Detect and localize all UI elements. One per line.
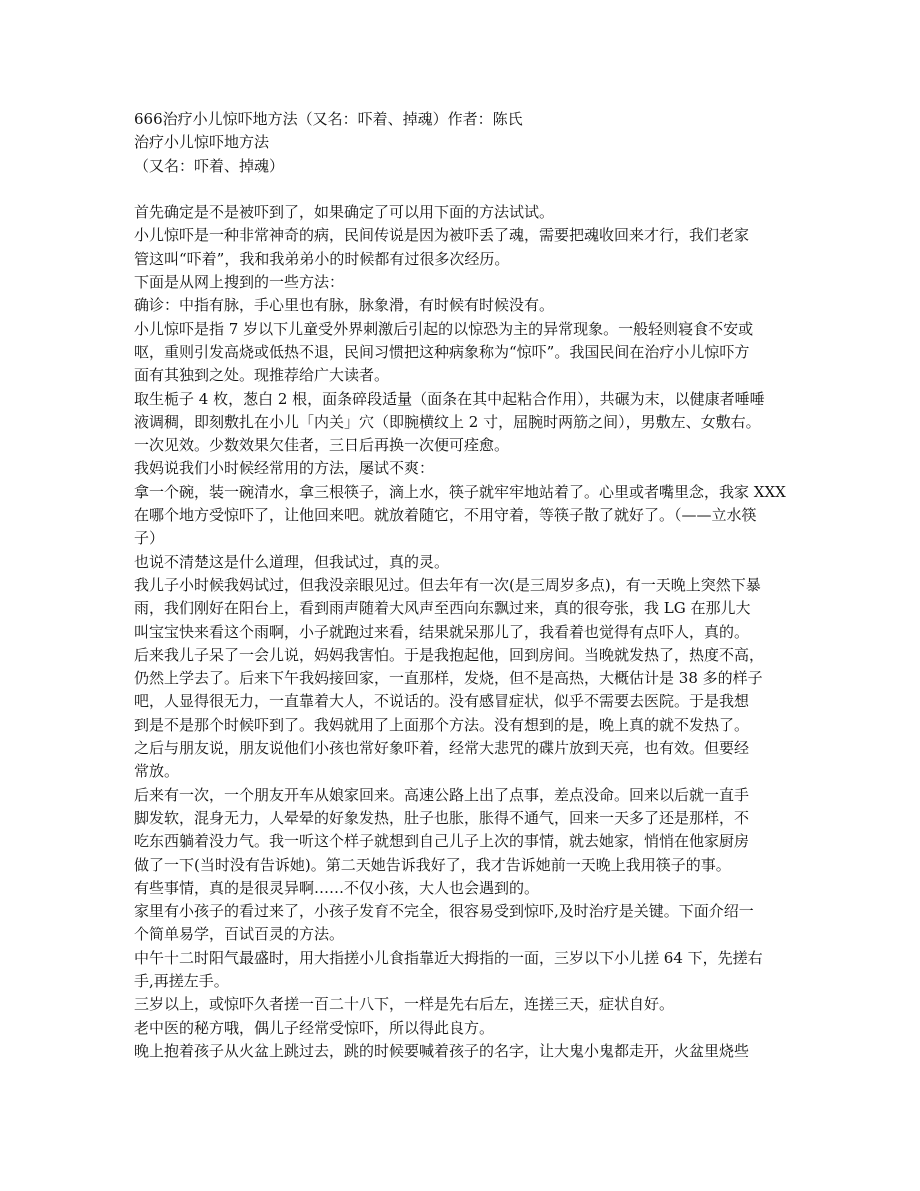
- text-line: 小儿惊吓是指 7 岁以下儿童受外界刺激后引起的以惊恐为主的异常现象。一般轻则寝食不安或: [134, 319, 754, 338]
- text-line: 管这叫“吓着”，我和我弟弟小的时候都有过很多次经历。: [134, 249, 510, 268]
- text-line: 液调稠，即刻敷扎在小儿「内关」穴（即腕横纹上 2 寸，屈腕时两筋之间），男敷左、女敷右。: [134, 412, 761, 431]
- text-line: 晚上抱着孩子从火盆上跳过去，跳的时候要喊着孩子的名字，让大鬼小鬼都走开，火盆里烧些: [134, 1041, 750, 1060]
- text-line: 手,再搓左手。: [134, 971, 229, 990]
- text-line: 吃东西躺着没力气。我一听这个样子就想到自己儿子上次的事情，就去她家，悄悄在他家厨房: [134, 832, 750, 851]
- text-line: 我儿子小时候我妈试过，但我没亲眼见过。但去年有一次(是三周岁多点)，有一天晚上突然下暴: [134, 575, 761, 594]
- text-line: 我妈说我们小时候经常用的方法，屡试不爽：: [134, 459, 435, 478]
- text-line: 小儿惊吓是一种非常神奇的病，民间传说是因为被吓丢了魂，需要把魂收回来才行，我们老家: [134, 226, 750, 245]
- text-line: 后来有一次，一个朋友开车从娘家回来。高速公路上出了点事，差点没命。回来以后就一直手: [134, 785, 750, 804]
- text-line: 仍然上学去了。后来下午我妈接回家，一直那样，发烧，但不是高热，大概估计是 38 多的样子: [134, 669, 763, 688]
- text-line: 呕，重则引发高烧或低热不退，民间习惯把这种病象称为“惊吓”。我国民间在治疗小儿惊吓方: [134, 342, 750, 361]
- document-subtitle: 治疗小儿惊吓地方法: [134, 133, 270, 152]
- text-line: 在哪个地方受惊吓了，让他回来吧。就放着随它，不用守着，等筷子散了就好了。（——立水筷: [134, 506, 757, 525]
- text-line: 子）: [134, 529, 165, 548]
- text-line: 也说不清楚这是什么道理，但我试过，真的灵。: [134, 552, 450, 571]
- document-alias: （又名：吓着、掉魂）: [134, 156, 285, 175]
- body-text: [134, 201, 794, 1063]
- text-line: 常放。: [134, 762, 180, 781]
- text-line: 拿一个碗，装一碗清水，拿三根筷子，滴上水，筷子就牢牢地站着了。心里或者嘴里念，我家 XXX: [134, 482, 786, 501]
- document-body: [134, 108, 794, 1063]
- text-line: 下面是从网上搜到的一些方法：: [134, 273, 345, 292]
- text-line: 家里有小孩子的看过来了，小孩子发育不完全，很容易受到惊吓,及时治疗是关键。下面介绍一: [134, 902, 754, 921]
- text-line: 个简单易学，百试百灵的方法。: [134, 925, 345, 944]
- text-line: 吧，人显得很无力，一直靠着大人，不说话的。没有感冒症状，似乎不需要去医院。于是我想: [134, 692, 750, 711]
- text-line: 三岁以上，或惊吓久者搓一百二十八下，一样是先右后左，连搓三天，症状自好。: [134, 995, 675, 1014]
- text-line: 确诊：中指有脉，手心里也有脉，脉象滑，有时候有时候没有。: [134, 296, 555, 315]
- text-line: 有些事情，真的是很灵异啊……不仅小孩，大人也会遇到的。: [134, 878, 540, 897]
- text-line: 面有其独到之处。现推荐给广大读者。: [134, 366, 390, 385]
- text-line: 首先确定是不是被吓到了，如果确定了可以用下面的方法试试。: [134, 203, 555, 222]
- blank-line: [134, 178, 794, 201]
- text-line: 老中医的秘方哦，偶儿子经常受惊吓，所以得此良方。: [134, 1018, 495, 1037]
- text-line: 叫宝宝快来看这个雨啊，小子就跑过来看，结果就呆那儿了，我看着也觉得有点吓人，真的。: [134, 622, 750, 641]
- text-line: 之后与朋友说，朋友说他们小孩也常好象吓着，经常大悲咒的碟片放到天亮，也有效。但要经: [134, 739, 750, 758]
- text-line: 做了一下(当时没有告诉她)。第二天她告诉我好了，我才告诉她前一天晚上我用筷子的事。: [134, 855, 731, 874]
- document-title: 666治疗小儿惊吓地方法（又名：吓着、掉魂）作者：陈氏: [134, 110, 523, 128]
- text-line: 到是不是那个时候吓到了。我妈就用了上面那个方法。没有想到的是，晚上真的就不发热了。: [134, 715, 750, 734]
- text-line: 雨，我们刚好在阳台上，看到雨声随着大风声至西向东飘过来，真的很夸张，我 LG 在那儿大: [134, 599, 751, 618]
- text-line: 取生栀子 4 枚，葱白 2 根，面条碎段适量（面条在其中起粘合作用），共碾为末，以健康者唾唾: [134, 389, 765, 408]
- text-line: 脚发软，混身无力，人晕晕的好象发热，肚子也胀，胀得不通气，回来一天多了还是那样，不: [134, 808, 750, 827]
- text-line: 后来我儿子呆了一会儿说，妈妈我害怕。于是我抱起他，回到房间。当晚就发热了，热度不高，: [134, 645, 765, 664]
- text-line: 中午十二时阳气最盛时，用大指搓小儿食指靠近大拇指的一面，三岁以下小儿搓 64 下，先搓右: [134, 948, 763, 967]
- text-line: 一次见效。少数效果欠佳者，三日后再换一次便可痊愈。: [134, 436, 510, 455]
